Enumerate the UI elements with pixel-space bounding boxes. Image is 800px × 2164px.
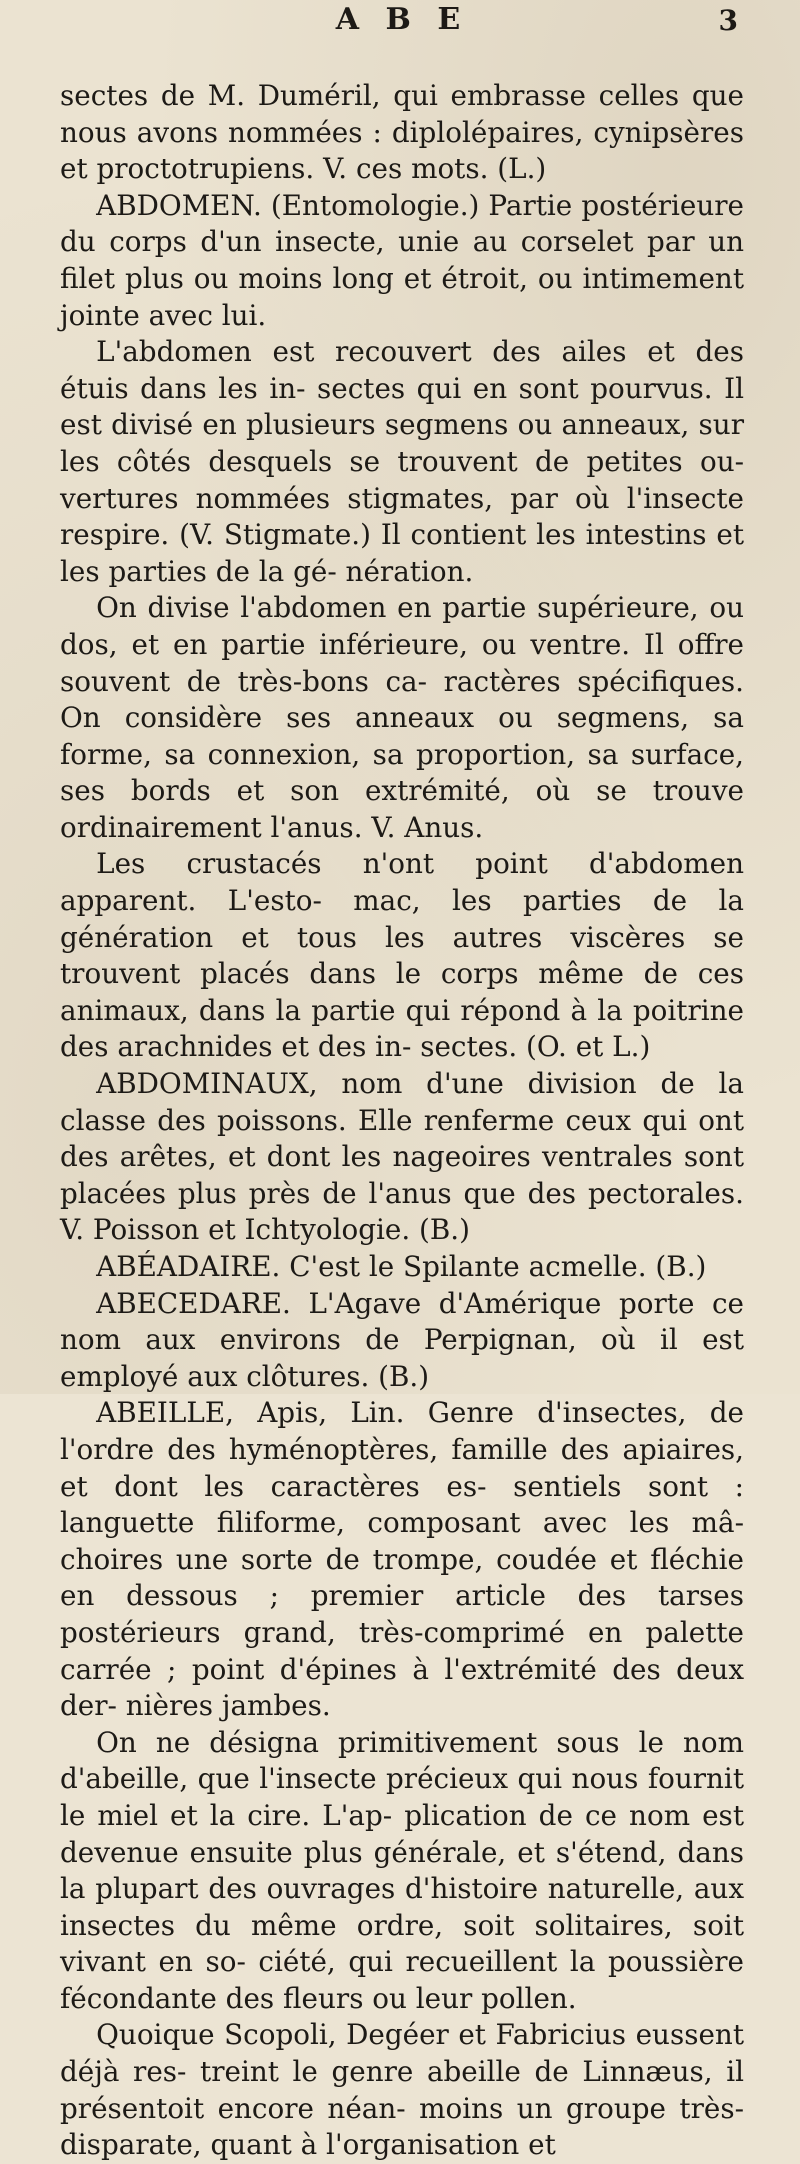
paragraph-crustaces: Les crustacés n'ont point d'abdomen apparent. L'esto- mac, les parties de la génération et tous les autres viscères se trouvent placés dans le corps même de ces animaux, dans la partie qui répond à la poitrine des arachnides et des in- sectes. (O. et L.) <box>60 847 744 1064</box>
entry-abdomen: ABDOMEN. (Entomologie.) Partie postérieure du corps d'un insecte, unie au corselet par un filet plus ou moins long et étroit, ou intimement jointe avec lui. <box>60 188 744 332</box>
entry-abecedare: ABECEDARE. L'Agave d'Amérique porte ce nom aux environs de Perpignan, où il est employé aux clôtures. (B.) <box>60 1286 744 1393</box>
paragraph-continuation: sectes de M. Duméril, qui embrasse celles que nous avons nommées : diplolépaires, cynipsères et proctotrupiens. V. ces mots. (L.) <box>60 79 744 186</box>
page-body <box>60 78 744 2164</box>
entry-abeadaire: ABÉADAIRE. C'est le Spilante acmelle. (B.) <box>96 1250 707 1283</box>
paragraph-abdomen-division: On divise l'abdomen en partie supérieure, ou dos, et en partie inférieure, ou ventre. Il offre souvent de très-bons ca- ractères spécifiques. On considère ses anneaux ou segmens, sa forme, sa connexion, sa proportion, sa surface, ses bords et son extrémité, où se trouve ordinairement l'anus. V. Anus. <box>60 591 744 844</box>
entry-abeille: ABEILLE, Apis, Lin. Genre d'insectes, de l'ordre des hyménoptères, famille des apiaires, et dont les caractères es- sentiels sont : languette filiforme, composant avec les mâ- choires une sorte de trompe, coudée et fléchie en dessous ; premier article des tarses postérieurs grand, très-comprimé en palette carrée ; point d'épines à l'extrémité des deux der- nières jambes. <box>60 1396 744 1723</box>
paragraph-abeille-genre: Quoique Scopoli, Degéer et Fabricius eussent déjà res- treint le genre abeille de Linnæus, il présentoit encore néan- moins un groupe très-disparate, quant à l'organisation et <box>60 2018 744 2162</box>
running-title: A B E <box>335 2 469 37</box>
paragraph-abdomen-description: L'abdomen est recouvert des ailes et des étuis dans les in- sectes qui en sont pourvus. Il est divisé en plusieurs segmens ou anneaux, sur les côtés desquels se trouvent de petites ou- vertures nommées stigmates, par où l'insecte respire. (V. Stigmate.) Il contient les intestins et les parties de la gé- nération. <box>60 335 744 588</box>
running-header <box>60 0 744 58</box>
entry-abdominaux: ABDOMINAUX, nom d'une division de la classe des poissons. Elle renferme ceux qui ont des arêtes, et dont les nageoires ventrales sont placées plus près de l'anus que des pectorales. V. Poisson et Ichtyologie. (B.) <box>60 1067 744 1247</box>
page-number: 3 <box>718 4 738 37</box>
paragraph-abeille-name: On ne désigna primitivement sous le nom d'abeille, que l'insecte précieux qui nous fournit le miel et la cire. L'ap- plication de ce nom est devenue ensuite plus générale, et s'étend, dans la plupart des ouvrages d'histoire naturelle, aux insectes du même ordre, soit solitaires, soit vivant en so- ciété, qui recueillent la poussière fécondante des fleurs ou leur pollen. <box>60 1725 744 2015</box>
